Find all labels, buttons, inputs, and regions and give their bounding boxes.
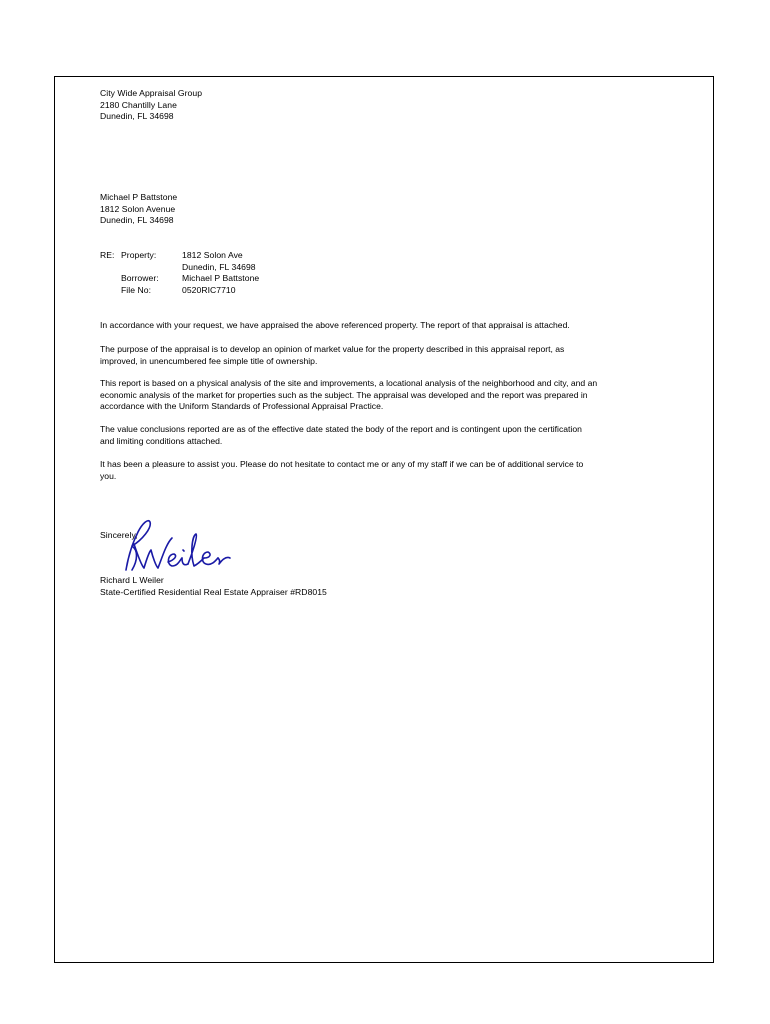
paragraph-line: accordance with the Uniform Standards of Professional Appraisal Practice. [100,401,384,411]
paragraph-1 [100,320,670,332]
paragraph-line: In accordance with your request, we have appraised the above referenced property. The report of that appraisal is attached. [100,320,570,330]
paragraph-line: you. [100,470,117,481]
paragraph-line: The purpose of the appraisal is to develop an opinion of market value for the property described in this appraisal report, as [100,344,565,354]
signer-name: Richard L Weiler [100,575,164,585]
handwritten-signature [116,514,232,578]
sender-city: Dunedin, FL 34698 [100,111,174,121]
recipient-city: Dunedin, FL 34698 [100,215,174,225]
paragraph-line: and limiting conditions attached. [100,435,223,446]
paragraph-3 [100,378,670,413]
paragraph-4 [100,424,670,447]
paragraph-line: It has been a pleasure to assist you. Please do not hesitate to contact me or any of my staff if we can be of additional service to [100,459,584,469]
file-label: File No: [121,284,152,295]
paragraph-line: economic analysis of the market for properties such as the subject. The appraisal was developed and the report was prepared in [100,389,588,400]
property-label: Property: [121,250,157,260]
paragraph-5 [100,459,670,482]
recipient-street: 1812 Solon Avenue [100,203,176,214]
paragraph-2 [100,344,670,367]
property-line2: Dunedin, FL 34698 [182,261,256,272]
signer-title: State-Certified Residential Real Estate Appraiser #RD8015 [100,586,327,597]
paragraph-line: This report is based on a physical analysis of the site and improvements, a locational analysis of the neighborhood and city, and an [100,378,598,388]
file-number: 0520RIC7710 [182,284,236,295]
borrower-value: Michael P Battstone [182,273,260,283]
salutation: Sincerely, [100,530,138,540]
recipient-name: Michael P Battstone [100,192,178,202]
sender-name: City Wide Appraisal Group [100,88,203,98]
borrower-label: Borrower: [121,273,159,283]
paragraph-line: The value conclusions reported are as of the effective date stated the body of the report and is contingent upon the certification [100,424,582,434]
sender-street: 2180 Chantilly Lane [100,99,177,110]
paragraph-line: improved, in unencumbered fee simple title of ownership. [100,355,318,366]
property-line1: 1812 Solon Ave [182,250,243,260]
re-label: RE: [100,250,115,260]
